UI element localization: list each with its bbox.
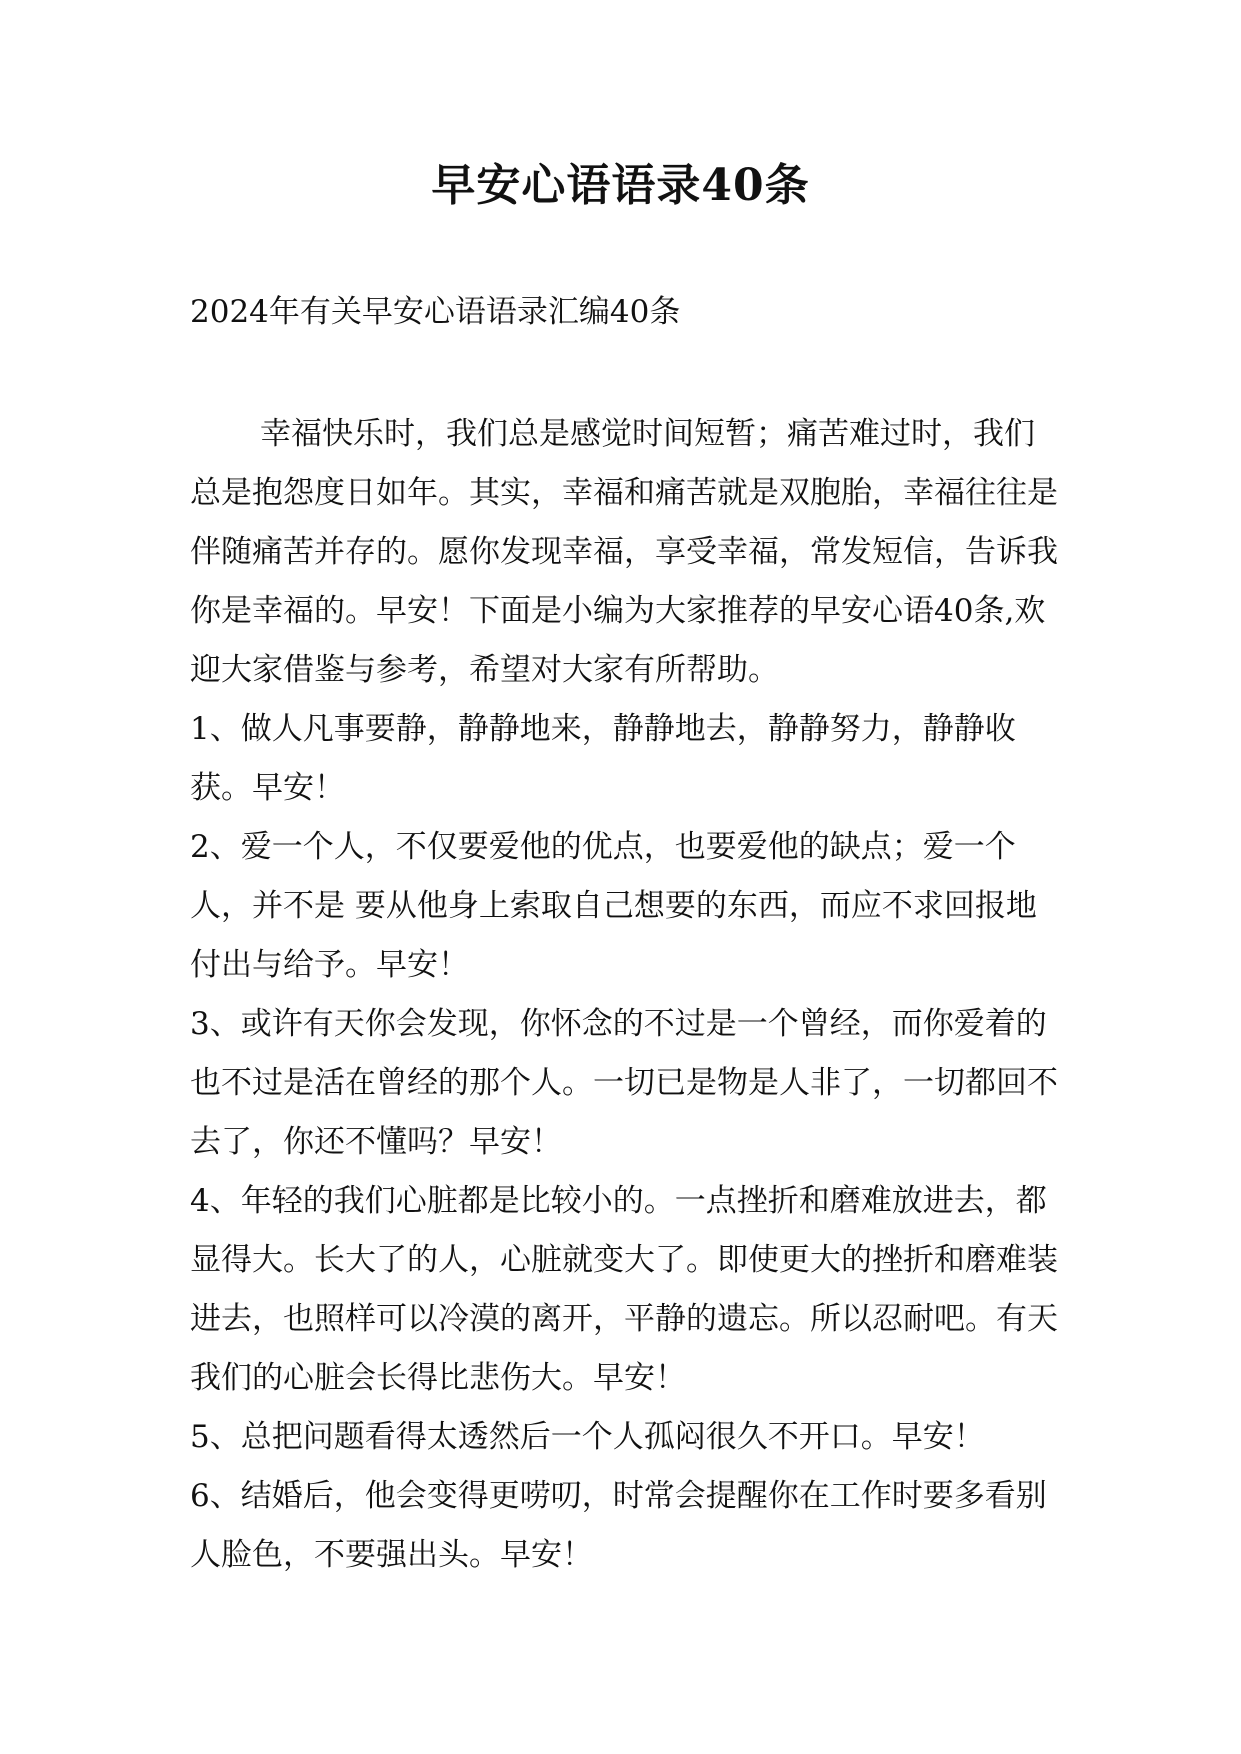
list-item: 5、总把问题看得太透然后一个人孤闷很久不开口。早安！ (190, 1419, 985, 1455)
document-subtitle: 2024年有关早安心语语录汇编40条 (190, 294, 681, 330)
list-item: 4、年轻的我们心脏都是比较小的。一点挫折和磨难放进去，都显得大。长大了的人，心脏就变大了。即使更大的挫折和磨难装进去，也照样可以冷漠的离开，平静的遗忘。所以忍耐吧。有天我们的心脏会长得比悲伤大。早安！ (190, 1183, 1058, 1396)
intro-paragraph: 幸福快乐时，我们总是感觉时间短暂；痛苦难过时，我们总是抱怨度日如年。其实，幸福和痛苦就是双胞胎，幸福往往是伴随痛苦并存的。愿你发现幸福，享受幸福，常发短信，告诉我你是幸福的。早安！下面是小编为大家推荐的早安心语40条,欢迎大家借鉴与参考，希望对大家有所帮助。 (190, 416, 1058, 688)
document-title: 早安心语语录40条 (431, 160, 810, 211)
list-item: 3、或许有天你会发现，你怀念的不过是一个曾经，而你爱着的也不过是活在曾经的那个人。一切已是物是人非了，一切都回不去了，你还不懂吗？早安！ (190, 1006, 1058, 1160)
document-body (190, 405, 1060, 1585)
list-item: 6、结婚后，他会变得更唠叨，时常会提醒你在工作时要多看别人脸色，不要强出头。早安！ (190, 1478, 1047, 1573)
list-item: 1、做人凡事要静，静静地来，静静地去，静静努力，静静收获。早安！ (190, 711, 1016, 806)
list-item: 2、爱一个人，不仅要爱他的优点，也要爱他的缺点；爱一个人，并不是 要从他身上索取自己想要的东西，而应不求回报地付出与给予。早安！ (190, 829, 1037, 983)
